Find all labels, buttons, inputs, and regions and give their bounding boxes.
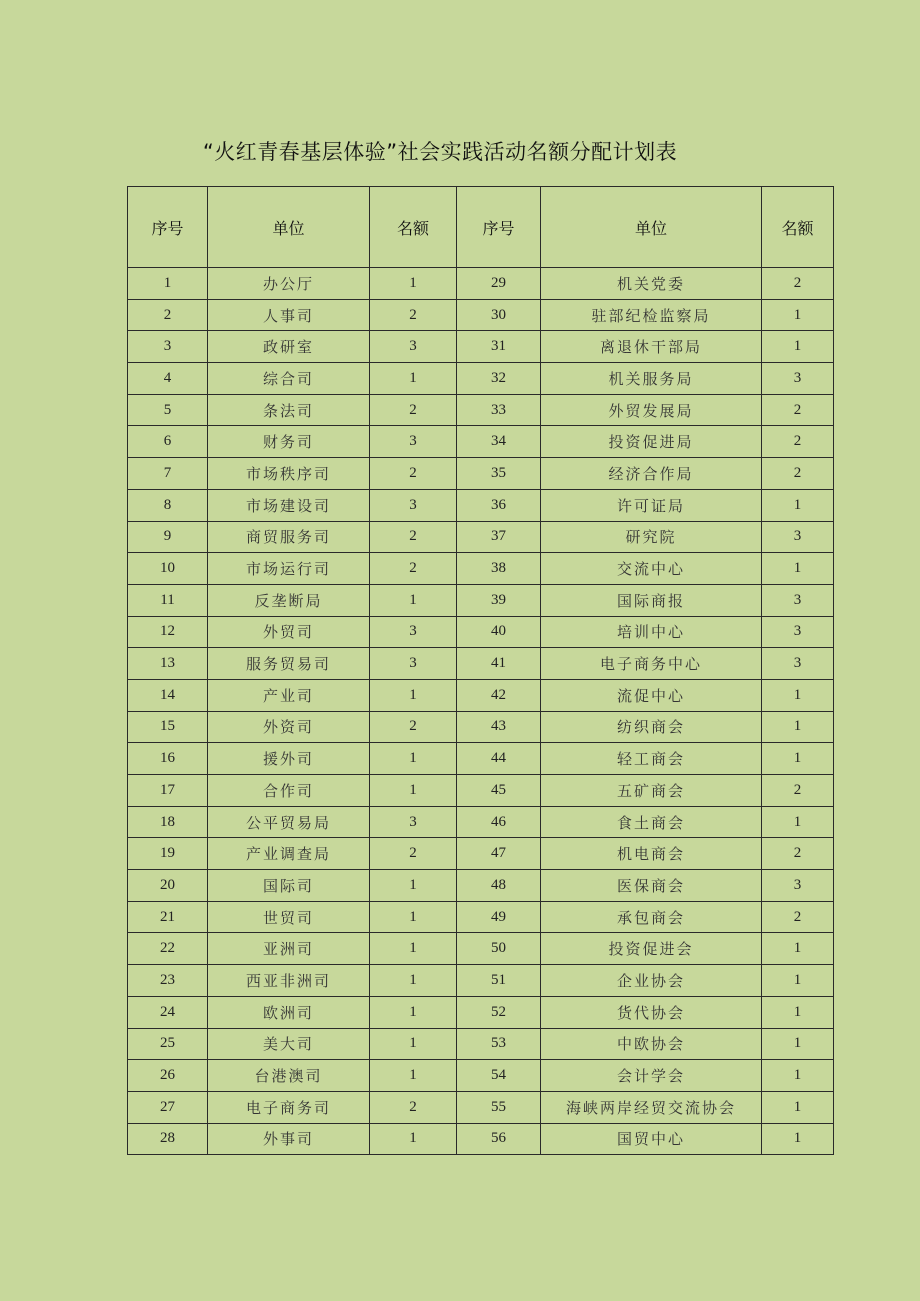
cell-seq-right: 51: [457, 965, 541, 997]
cell-quota-right: 1: [762, 489, 834, 521]
cell-quota-left: 1: [370, 870, 457, 902]
cell-seq-left: 21: [128, 901, 208, 933]
cell-seq-right: 38: [457, 553, 541, 585]
table-row: [128, 521, 834, 553]
cell-quota-right: 1: [762, 933, 834, 965]
cell-seq-right: 45: [457, 775, 541, 807]
cell-quota-right: 1: [762, 1123, 834, 1155]
cell-quota-left: 1: [370, 1028, 457, 1060]
cell-unit-left: 商贸服务司: [208, 521, 370, 553]
cell-seq-right: 44: [457, 743, 541, 775]
cell-unit-left: 综合司: [208, 363, 370, 395]
cell-quota-left: 1: [370, 743, 457, 775]
cell-unit-right: 五矿商会: [541, 775, 762, 807]
table-row: [128, 901, 834, 933]
table-row: [128, 838, 834, 870]
cell-seq-right: 33: [457, 394, 541, 426]
cell-unit-left: 国际司: [208, 870, 370, 902]
cell-unit-right: 投资促进局: [541, 426, 762, 458]
cell-unit-left: 外贸司: [208, 616, 370, 648]
cell-unit-left: 市场运行司: [208, 553, 370, 585]
cell-seq-left: 2: [128, 299, 208, 331]
cell-unit-right: 海峡两岸经贸交流协会: [541, 1091, 762, 1123]
cell-unit-right: 国贸中心: [541, 1123, 762, 1155]
cell-quota-left: 1: [370, 363, 457, 395]
cell-quota-right: 1: [762, 743, 834, 775]
cell-seq-left: 4: [128, 363, 208, 395]
cell-seq-right: 35: [457, 458, 541, 490]
cell-seq-right: 50: [457, 933, 541, 965]
cell-quota-left: 1: [370, 775, 457, 807]
cell-unit-right: 医保商会: [541, 870, 762, 902]
cell-quota-left: 1: [370, 965, 457, 997]
cell-quota-left: 1: [370, 1060, 457, 1092]
cell-quota-right: 1: [762, 1060, 834, 1092]
header-quota-left: 名额: [370, 187, 457, 268]
cell-unit-left: 台港澳司: [208, 1060, 370, 1092]
cell-unit-right: 轻工商会: [541, 743, 762, 775]
header-unit-left: 单位: [208, 187, 370, 268]
cell-quota-right: 2: [762, 838, 834, 870]
cell-quota-right: 1: [762, 996, 834, 1028]
cell-unit-right: 机关党委: [541, 268, 762, 300]
cell-quota-left: 1: [370, 901, 457, 933]
cell-unit-right: 机电商会: [541, 838, 762, 870]
cell-unit-right: 流促中心: [541, 679, 762, 711]
cell-seq-left: 20: [128, 870, 208, 902]
cell-seq-right: 37: [457, 521, 541, 553]
cell-unit-right: 承包商会: [541, 901, 762, 933]
cell-unit-right: 经济合作局: [541, 458, 762, 490]
cell-seq-right: 53: [457, 1028, 541, 1060]
cell-unit-left: 产业司: [208, 679, 370, 711]
table-row: [128, 363, 834, 395]
header-seq-right: 序号: [457, 187, 541, 268]
cell-quota-left: 1: [370, 584, 457, 616]
cell-seq-left: 13: [128, 648, 208, 680]
cell-unit-left: 财务司: [208, 426, 370, 458]
cell-seq-left: 26: [128, 1060, 208, 1092]
cell-quota-right: 2: [762, 394, 834, 426]
table-row: [128, 743, 834, 775]
cell-unit-left: 人事司: [208, 299, 370, 331]
cell-quota-left: 2: [370, 521, 457, 553]
cell-quota-right: 1: [762, 1091, 834, 1123]
cell-seq-left: 6: [128, 426, 208, 458]
cell-seq-left: 10: [128, 553, 208, 585]
cell-seq-right: 39: [457, 584, 541, 616]
table-header-row: [128, 187, 834, 268]
cell-quota-left: 3: [370, 331, 457, 363]
cell-unit-left: 反垄断局: [208, 584, 370, 616]
cell-quota-right: 1: [762, 299, 834, 331]
cell-unit-left: 美大司: [208, 1028, 370, 1060]
cell-quota-right: 2: [762, 775, 834, 807]
cell-seq-left: 15: [128, 711, 208, 743]
cell-seq-left: 11: [128, 584, 208, 616]
header-seq-left: 序号: [128, 187, 208, 268]
cell-unit-right: 机关服务局: [541, 363, 762, 395]
cell-seq-right: 55: [457, 1091, 541, 1123]
cell-seq-right: 54: [457, 1060, 541, 1092]
cell-seq-right: 34: [457, 426, 541, 458]
table-row: [128, 268, 834, 300]
cell-seq-right: 36: [457, 489, 541, 521]
table-row: [128, 1060, 834, 1092]
cell-quota-right: 1: [762, 1028, 834, 1060]
page-title: “火红青春基层体验”社会实践活动名额分配计划表: [202, 140, 678, 164]
table-row: [128, 299, 834, 331]
table-row: [128, 775, 834, 807]
cell-unit-left: 西亚非洲司: [208, 965, 370, 997]
cell-quota-right: 3: [762, 584, 834, 616]
cell-quota-left: 1: [370, 268, 457, 300]
cell-quota-left: 2: [370, 394, 457, 426]
cell-unit-left: 公平贸易局: [208, 806, 370, 838]
cell-seq-left: 25: [128, 1028, 208, 1060]
table-row: [128, 711, 834, 743]
cell-unit-left: 办公厅: [208, 268, 370, 300]
cell-seq-left: 16: [128, 743, 208, 775]
cell-seq-right: 48: [457, 870, 541, 902]
cell-quota-left: 3: [370, 426, 457, 458]
table-row: [128, 870, 834, 902]
cell-seq-right: 41: [457, 648, 541, 680]
table-row: [128, 458, 834, 490]
header-unit-right: 单位: [541, 187, 762, 268]
cell-quota-right: 2: [762, 268, 834, 300]
cell-seq-right: 40: [457, 616, 541, 648]
cell-seq-left: 24: [128, 996, 208, 1028]
cell-unit-right: 纺织商会: [541, 711, 762, 743]
cell-seq-left: 28: [128, 1123, 208, 1155]
cell-seq-right: 46: [457, 806, 541, 838]
table-row: [128, 616, 834, 648]
cell-unit-right: 食土商会: [541, 806, 762, 838]
cell-seq-left: 17: [128, 775, 208, 807]
cell-unit-left: 电子商务司: [208, 1091, 370, 1123]
cell-unit-right: 许可证局: [541, 489, 762, 521]
cell-quota-right: 2: [762, 901, 834, 933]
cell-quota-left: 2: [370, 458, 457, 490]
cell-seq-left: 8: [128, 489, 208, 521]
cell-unit-right: 投资促进会: [541, 933, 762, 965]
cell-unit-right: 培训中心: [541, 616, 762, 648]
cell-seq-left: 22: [128, 933, 208, 965]
cell-quota-left: 1: [370, 1123, 457, 1155]
cell-quota-left: 2: [370, 711, 457, 743]
table-row: [128, 648, 834, 680]
cell-quota-left: 3: [370, 489, 457, 521]
header-quota-right: 名额: [762, 187, 834, 268]
cell-unit-left: 援外司: [208, 743, 370, 775]
cell-seq-right: 42: [457, 679, 541, 711]
cell-unit-right: 中欧协会: [541, 1028, 762, 1060]
cell-seq-left: 3: [128, 331, 208, 363]
cell-quota-left: 3: [370, 616, 457, 648]
cell-seq-left: 5: [128, 394, 208, 426]
cell-quota-right: 3: [762, 363, 834, 395]
cell-unit-left: 政研室: [208, 331, 370, 363]
cell-unit-right: 交流中心: [541, 553, 762, 585]
cell-unit-left: 市场秩序司: [208, 458, 370, 490]
quota-table: [127, 186, 834, 1155]
cell-seq-left: 27: [128, 1091, 208, 1123]
cell-seq-left: 9: [128, 521, 208, 553]
table-row: [128, 331, 834, 363]
cell-unit-right: 电子商务中心: [541, 648, 762, 680]
cell-unit-right: 离退休干部局: [541, 331, 762, 363]
table-row: [128, 489, 834, 521]
cell-seq-right: 52: [457, 996, 541, 1028]
cell-seq-right: 29: [457, 268, 541, 300]
cell-seq-left: 1: [128, 268, 208, 300]
table-row: [128, 394, 834, 426]
cell-seq-left: 19: [128, 838, 208, 870]
cell-quota-right: 3: [762, 870, 834, 902]
cell-quota-right: 1: [762, 711, 834, 743]
table-row: [128, 1123, 834, 1155]
table-row: [128, 584, 834, 616]
cell-quota-right: 3: [762, 616, 834, 648]
table-row: [128, 933, 834, 965]
table-row: [128, 1028, 834, 1060]
cell-quota-right: 1: [762, 965, 834, 997]
cell-quota-left: 2: [370, 838, 457, 870]
cell-unit-right: 会计学会: [541, 1060, 762, 1092]
cell-quota-right: 1: [762, 331, 834, 363]
cell-quota-left: 2: [370, 1091, 457, 1123]
cell-quota-left: 3: [370, 806, 457, 838]
table-row: [128, 965, 834, 997]
cell-unit-right: 企业协会: [541, 965, 762, 997]
cell-unit-right: 外贸发展局: [541, 394, 762, 426]
cell-unit-right: 货代协会: [541, 996, 762, 1028]
cell-seq-left: 14: [128, 679, 208, 711]
cell-unit-right: 研究院: [541, 521, 762, 553]
table-row: [128, 553, 834, 585]
cell-quota-right: 1: [762, 806, 834, 838]
cell-seq-right: 56: [457, 1123, 541, 1155]
cell-unit-left: 服务贸易司: [208, 648, 370, 680]
cell-quota-left: 1: [370, 996, 457, 1028]
cell-quota-left: 2: [370, 553, 457, 585]
cell-unit-left: 外事司: [208, 1123, 370, 1155]
cell-seq-right: 32: [457, 363, 541, 395]
cell-quota-right: 1: [762, 679, 834, 711]
cell-quota-right: 3: [762, 521, 834, 553]
cell-unit-left: 欧洲司: [208, 996, 370, 1028]
table-row: [128, 806, 834, 838]
cell-unit-left: 市场建设司: [208, 489, 370, 521]
cell-seq-left: 18: [128, 806, 208, 838]
cell-unit-left: 世贸司: [208, 901, 370, 933]
cell-quota-left: 1: [370, 679, 457, 711]
cell-quota-right: 3: [762, 648, 834, 680]
cell-seq-right: 30: [457, 299, 541, 331]
cell-seq-right: 47: [457, 838, 541, 870]
table-row: [128, 996, 834, 1028]
cell-quota-right: 2: [762, 426, 834, 458]
cell-unit-left: 产业调查局: [208, 838, 370, 870]
cell-quota-right: 2: [762, 458, 834, 490]
table-row: [128, 1091, 834, 1123]
cell-seq-left: 23: [128, 965, 208, 997]
cell-unit-left: 外资司: [208, 711, 370, 743]
cell-quota-right: 1: [762, 553, 834, 585]
table-row: [128, 679, 834, 711]
cell-unit-left: 亚洲司: [208, 933, 370, 965]
cell-seq-right: 43: [457, 711, 541, 743]
cell-seq-left: 12: [128, 616, 208, 648]
table-row: [128, 426, 834, 458]
cell-unit-left: 合作司: [208, 775, 370, 807]
cell-unit-right: 国际商报: [541, 584, 762, 616]
cell-seq-right: 49: [457, 901, 541, 933]
cell-seq-right: 31: [457, 331, 541, 363]
cell-quota-left: 3: [370, 648, 457, 680]
cell-unit-right: 驻部纪检监察局: [541, 299, 762, 331]
cell-unit-left: 条法司: [208, 394, 370, 426]
cell-seq-left: 7: [128, 458, 208, 490]
cell-quota-left: 2: [370, 299, 457, 331]
cell-quota-left: 1: [370, 933, 457, 965]
